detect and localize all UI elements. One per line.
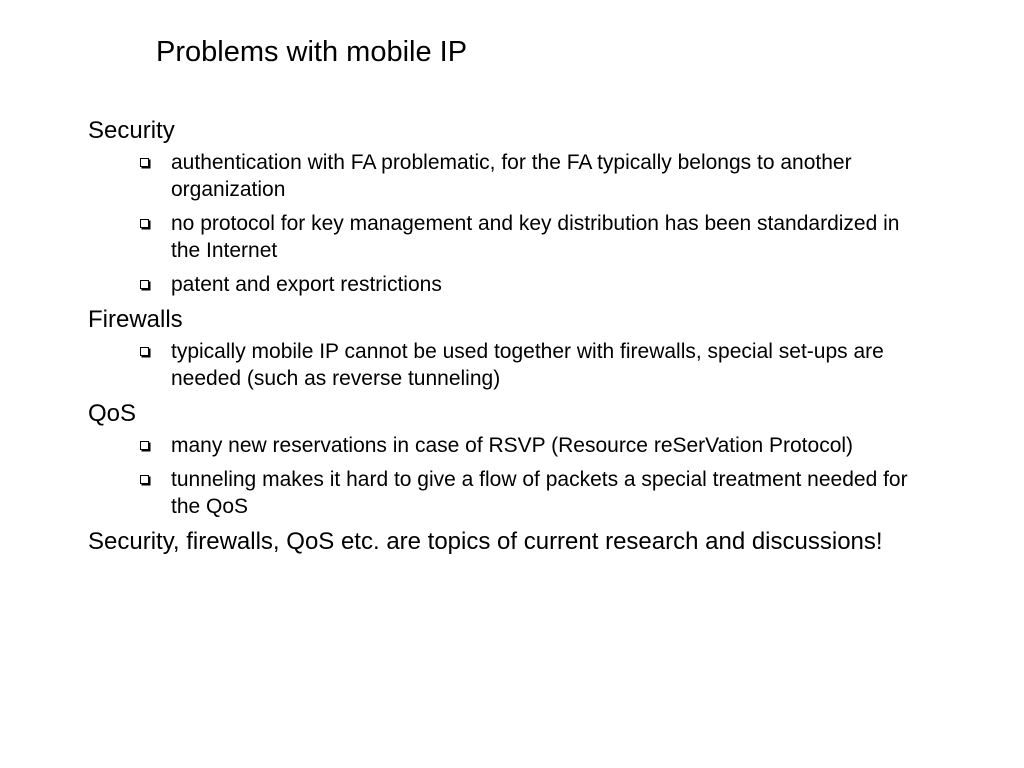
section-heading: Security — [88, 117, 175, 144]
bullet-item — [88, 466, 911, 520]
bullet-text: no protocol for key management and key distribution has been standardized in the Internet — [171, 212, 900, 262]
bullet-text: authentication with FA problematic, for the FA typically belongs to another organization — [171, 151, 852, 201]
bullet-list — [88, 338, 988, 392]
slide-content — [88, 116, 988, 557]
section-security — [88, 116, 988, 298]
section-heading: QoS — [88, 400, 137, 427]
bullet-item — [88, 432, 911, 459]
bullet-item — [88, 338, 911, 392]
hollow-square-bullet-icon — [140, 280, 149, 289]
closing-statement: Security, firewalls, QoS etc. are topics of current research and discussions! — [88, 528, 883, 555]
hollow-square-bullet-icon — [140, 219, 149, 228]
bullet-item — [88, 149, 911, 203]
hollow-square-bullet-icon — [140, 347, 149, 356]
bullet-list — [88, 432, 988, 520]
bullet-item — [88, 210, 911, 264]
bullet-text: many new reservations in case of RSVP (Resource reSerVation Protocol) — [171, 434, 854, 457]
hollow-square-bullet-icon — [140, 158, 149, 167]
hollow-square-bullet-icon — [140, 441, 149, 450]
bullet-list — [88, 149, 988, 298]
hollow-square-bullet-icon — [140, 475, 149, 484]
bullet-text: tunneling makes it hard to give a flow of packets a special treatment needed for the QoS — [171, 468, 908, 518]
section-heading: Firewalls — [88, 306, 183, 333]
slide-title: Problems with mobile IP — [156, 36, 468, 68]
bullet-text: patent and export restrictions — [171, 273, 442, 296]
section-qos — [88, 399, 988, 520]
bullet-text: typically mobile IP cannot be used together with firewalls, special set-ups are needed (such as reverse tunneling) — [171, 340, 884, 390]
section-firewalls — [88, 305, 988, 392]
bullet-item — [88, 271, 911, 298]
